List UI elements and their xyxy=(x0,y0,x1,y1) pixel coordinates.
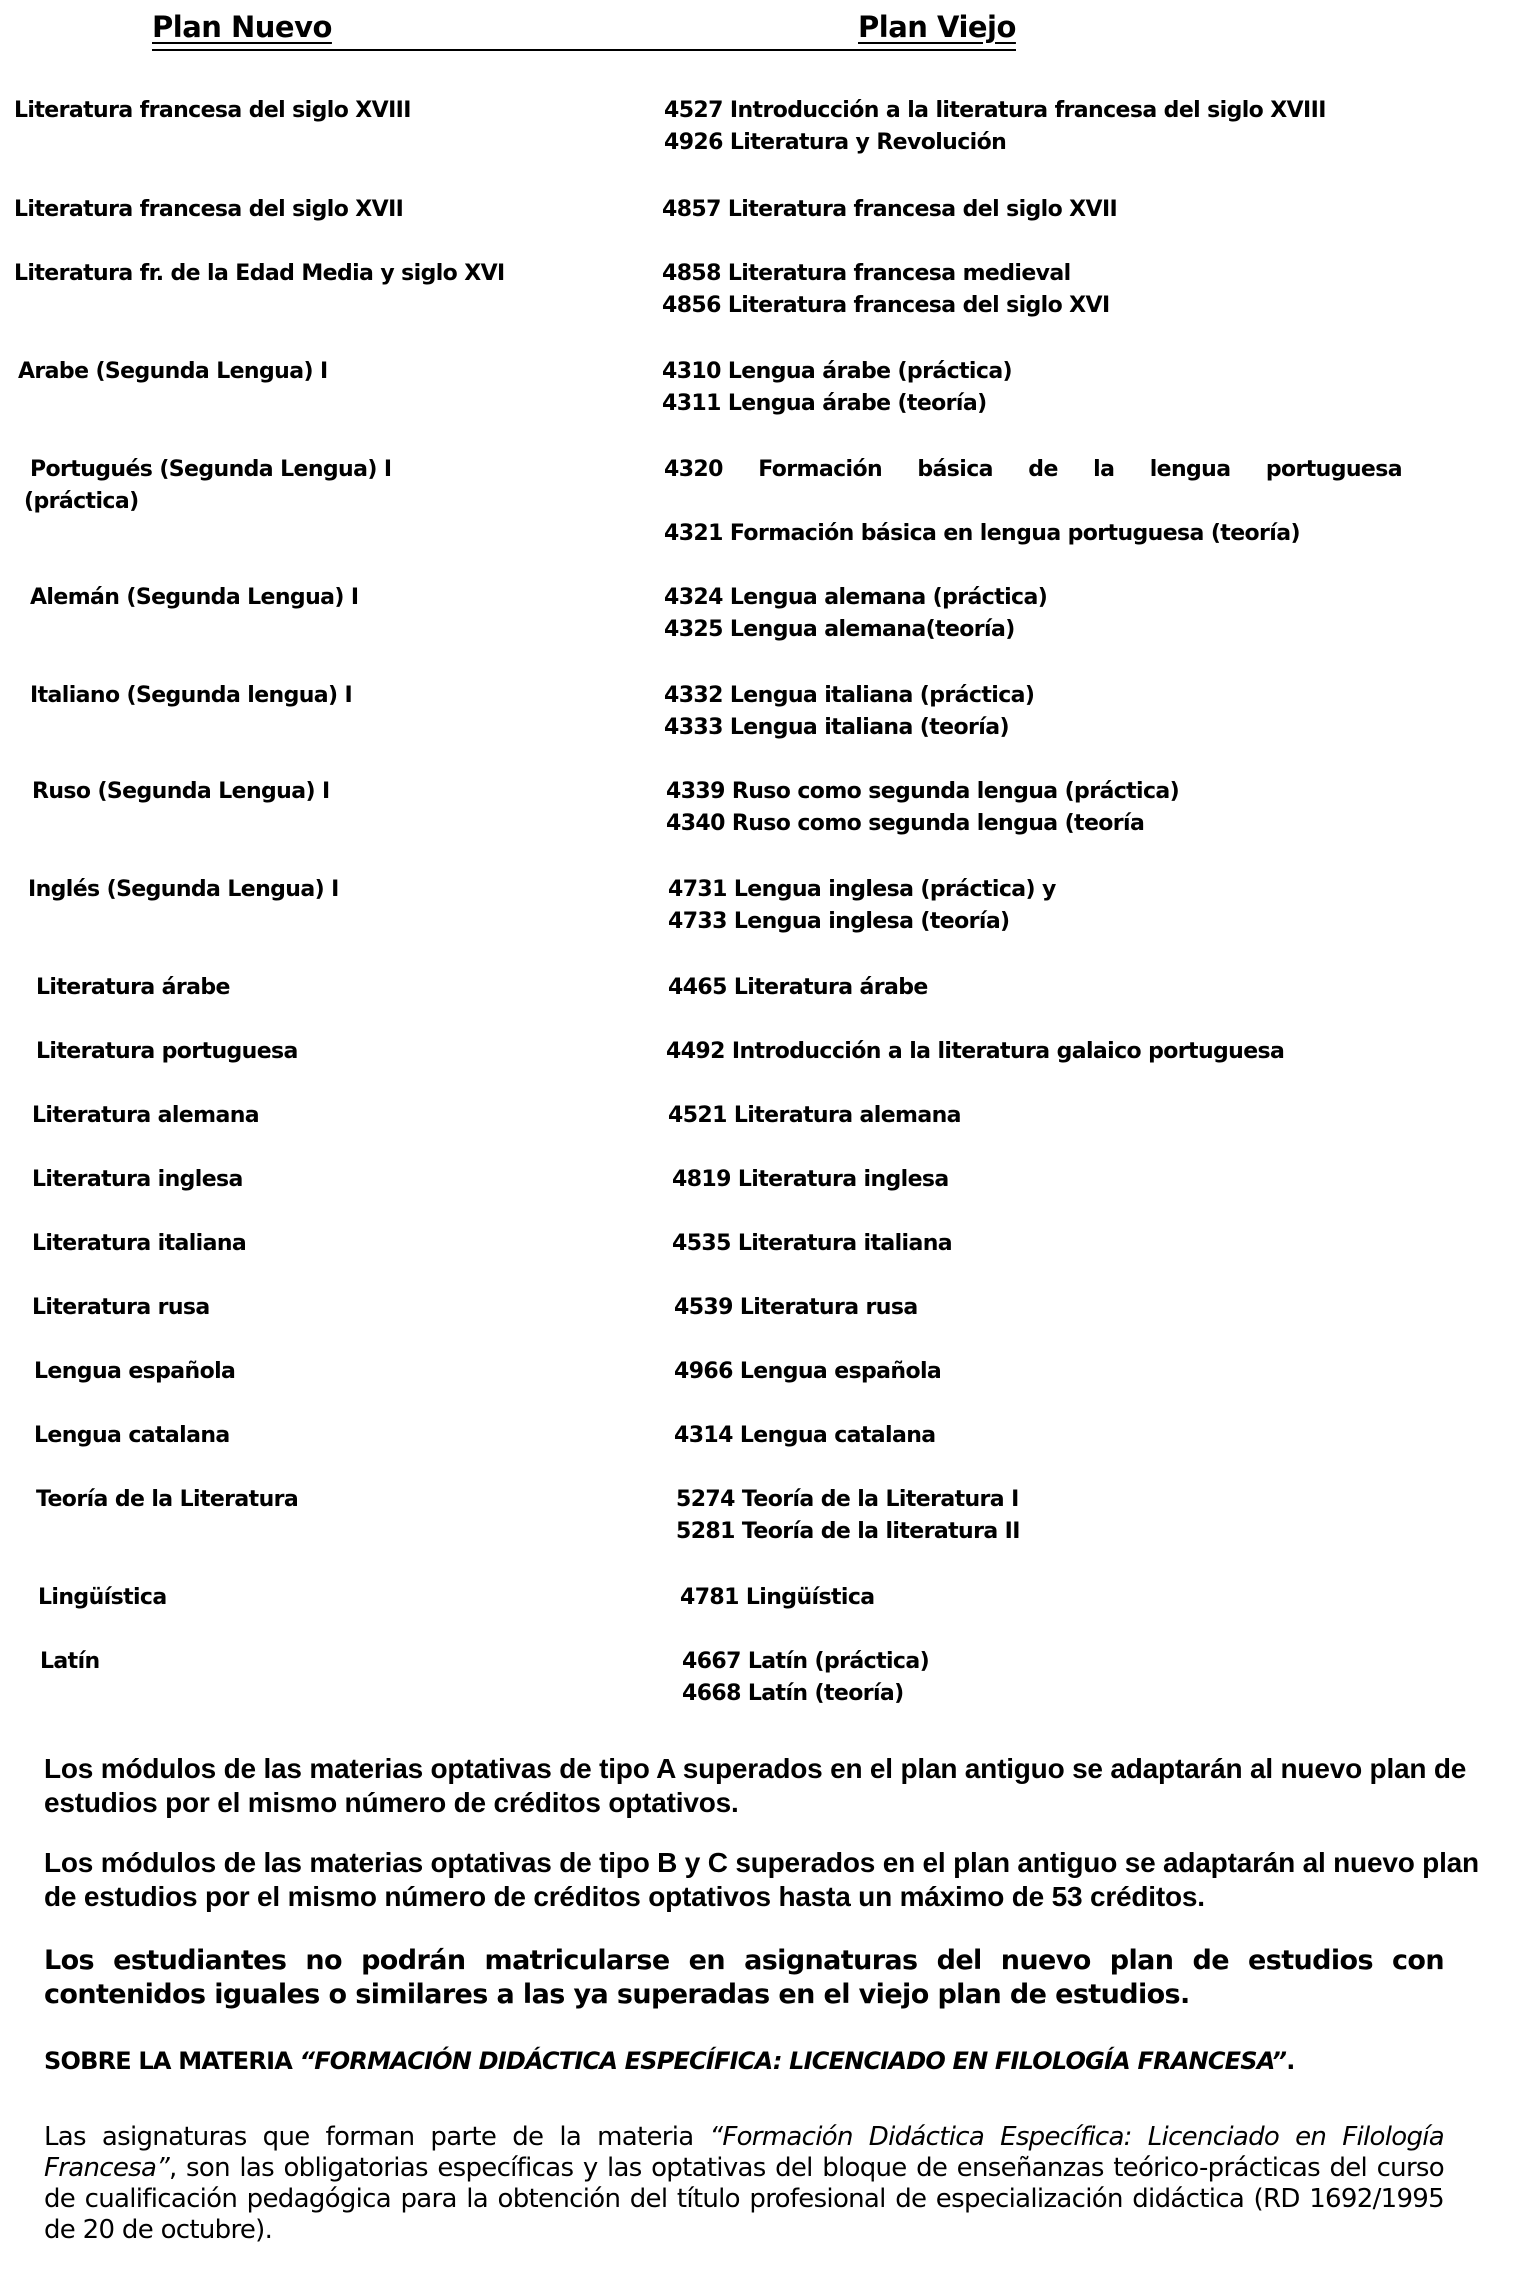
plan-viejo-cell: 5274 Teoría de la Literatura I 5281 Teoría de la literatura II xyxy=(676,1487,1020,1544)
plan-nuevo-cell: Lengua española xyxy=(34,1359,236,1384)
plan-viejo-cell: 4465 Literatura árabe xyxy=(668,975,928,1000)
plan-viejo-cell: 4320 Formación básica de la lengua portuguesa 4321 Formación básica en lengua portuguesa (teoría) xyxy=(664,454,1402,550)
plan-viejo-cell: 4535 Literatura italiana xyxy=(672,1231,953,1256)
plan-nuevo-cell: Arabe (Segunda Lengua) I xyxy=(18,359,328,384)
plan-nuevo-cell: Literatura alemana xyxy=(32,1103,260,1128)
plan-viejo-cell: 4731 Lengua inglesa (práctica) y 4733 Lengua inglesa (teoría) xyxy=(668,877,1056,934)
justified-word: portuguesa xyxy=(1265,457,1402,482)
plan-viejo-header: Plan Viejo xyxy=(858,10,1016,44)
plan-nuevo-cell: Lingüística xyxy=(38,1585,167,1610)
plan-nuevo-cell: Literatura inglesa xyxy=(32,1167,243,1192)
justified-word: básica xyxy=(917,457,993,482)
plan-nuevo-cell: Literatura francesa del siglo XVII xyxy=(14,197,404,222)
section-heading: SOBRE LA MATERIA “FORMACIÓN DIDÁCTICA ESPECÍFICA: LICENCIADO EN FILOLOGÍA FRANCESA”. xyxy=(44,2047,1295,2075)
paragraph-tipo-a: Los módulos de las materias optativas de tipo A superados en el plan antiguo se adaptarán al nuevo plan de estudios por el mismo número de créditos optativos. xyxy=(44,1753,1467,1818)
plan-viejo-cell: 4781 Lingüística xyxy=(680,1585,875,1610)
plan-nuevo-cell: Literatura francesa del siglo XVIII xyxy=(14,98,411,123)
justified-word: 4320 xyxy=(664,457,723,482)
plan-nuevo-header: Plan Nuevo xyxy=(152,10,332,44)
plan-nuevo-cell: Literatura portuguesa xyxy=(36,1039,298,1064)
plan-viejo-cell: 4539 Literatura rusa xyxy=(674,1295,918,1320)
plan-nuevo-cell: Inglés (Segunda Lengua) I xyxy=(28,877,339,902)
plan-viejo-cell: 4521 Literatura alemana xyxy=(668,1103,961,1128)
paragraph-tipo-b-c: Los módulos de las materias optativas de tipo B y C superados en el plan antiguo se adaptarán al nuevo plan de estudios por el mismo número de créditos optativos hasta un máximo de 53 créditos. xyxy=(44,1847,1479,1912)
justified-word: Formación xyxy=(758,457,883,482)
plan-nuevo-cell: Portugués (Segunda Lengua) I (práctica) xyxy=(24,457,392,514)
plan-viejo-cell: 4492 Introducción a la literatura galaico portuguesa xyxy=(666,1039,1285,1064)
plan-viejo-cell: 4667 Latín (práctica) 4668 Latín (teoría) xyxy=(682,1649,930,1706)
header-rule xyxy=(152,49,1016,51)
justified-word: lengua xyxy=(1149,457,1231,482)
plan-viejo-cell: 4858 Literatura francesa medieval 4856 Literatura francesa del siglo XVI xyxy=(662,261,1110,318)
plan-viejo-cell: 4966 Lengua española xyxy=(674,1359,942,1384)
plan-nuevo-cell: Teoría de la Literatura xyxy=(36,1487,299,1512)
plan-nuevo-cell: Alemán (Segunda Lengua) I xyxy=(30,585,359,610)
plan-nuevo-cell: Latín xyxy=(40,1649,100,1674)
plan-nuevo-cell: Italiano (Segunda lengua) I xyxy=(30,683,353,708)
paragraph-asignaturas: Las asignaturas que forman parte de la materia “Formación Didáctica Específica: Licenciado en Filología Francesa”, son las obligatorias específicas y las optativas del bloque de enseñanzas teórico-prácticas del curso de cualificación pedagógica para la obtención del título profesional de especialización didáctica (RD 1692/1995 de 20 de octubre). xyxy=(44,2122,1445,2245)
justified-word: de xyxy=(1028,457,1058,482)
plan-viejo-cell: 4339 Ruso como segunda lengua (práctica) 4340 Ruso como segunda lengua (teoría xyxy=(666,779,1180,836)
plan-nuevo-cell: Ruso (Segunda Lengua) I xyxy=(32,779,330,804)
justified-word: la xyxy=(1093,457,1115,482)
plan-viejo-cell: 4527 Introducción a la literatura francesa del siglo XVIII 4926 Literatura y Revolución xyxy=(664,98,1326,155)
plan-viejo-cell: 4819 Literatura inglesa xyxy=(672,1167,949,1192)
plan-nuevo-cell: Literatura árabe xyxy=(36,975,230,1000)
plan-viejo-cell: 4332 Lengua italiana (práctica) 4333 Lengua italiana (teoría) xyxy=(664,683,1035,740)
plan-nuevo-cell: Literatura rusa xyxy=(32,1295,210,1320)
plan-nuevo-cell: Literatura fr. de la Edad Media y siglo XVI xyxy=(14,261,505,286)
plan-viejo-cell: 4310 Lengua árabe (práctica) 4311 Lengua árabe (teoría) xyxy=(662,359,1013,416)
plan-viejo-cell: 4324 Lengua alemana (práctica) 4325 Lengua alemana(teoría) xyxy=(664,585,1048,642)
justified-line xyxy=(664,454,1402,486)
plan-nuevo-cell: Lengua catalana xyxy=(34,1423,230,1448)
paragraph-matricula: Los estudiantes no podrán matricularse en asignaturas del nuevo plan de estudios con contenidos iguales o similares a las ya superadas en el viejo plan de estudios. xyxy=(44,1945,1444,2010)
plan-viejo-cell: 4857 Literatura francesa del siglo XVII xyxy=(662,197,1118,222)
plan-viejo-cell: 4314 Lengua catalana xyxy=(674,1423,936,1448)
plan-nuevo-cell: Literatura italiana xyxy=(32,1231,247,1256)
